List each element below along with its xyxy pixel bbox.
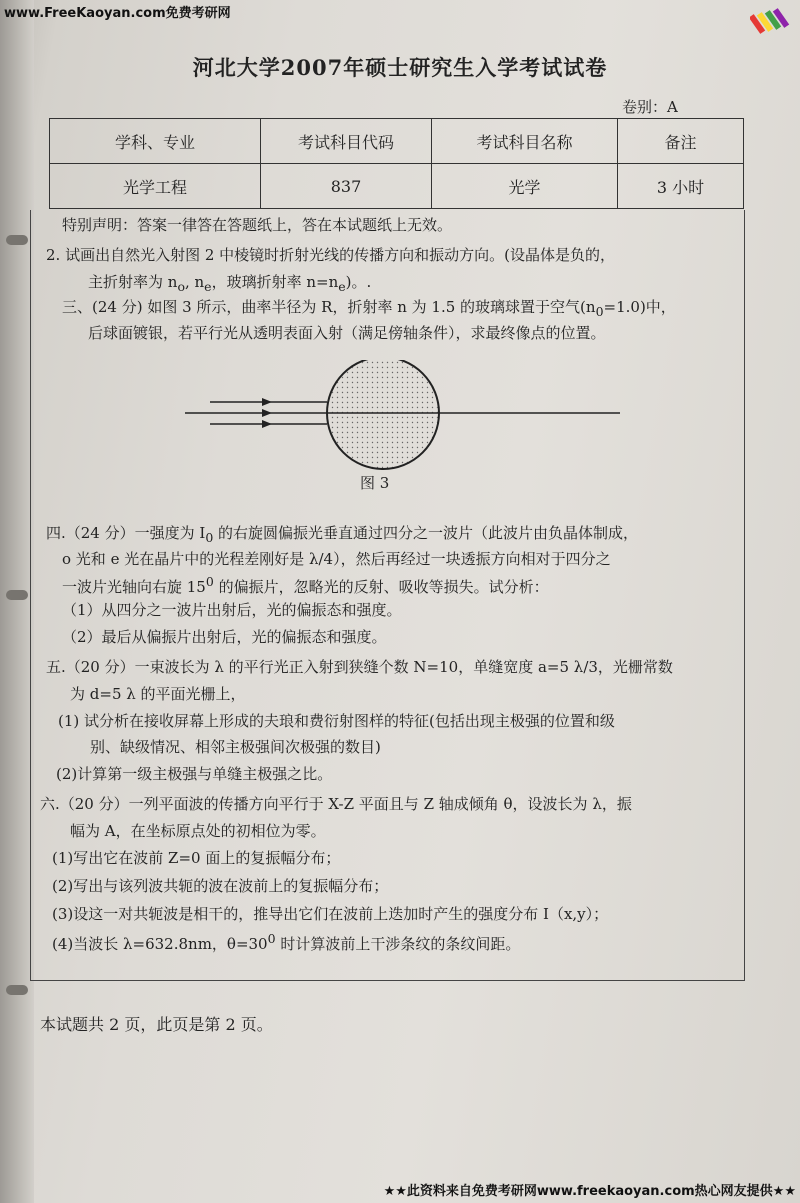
binding-hole [6, 590, 28, 600]
watermark-top: www.FreeKaoyan.com免费考研网 [4, 6, 231, 21]
table-row [50, 164, 744, 209]
question-3-line: 三、(24 分) 如图 3 所示，曲率半径为 R，折射率 n 为 1.5 的玻璃球置于空气$(n_0=1.0)$中， [62, 298, 676, 319]
brand-logo-icon [750, 4, 790, 36]
question-6-line: 幅为 A，在坐标原点处的初相位为零。 [70, 822, 326, 840]
question-6-line: (4)当波长 λ=632.8nm，$\theta=30^0$ 时计算波前上干涉条纹的条纹间距。 [52, 931, 521, 953]
binding-hole [6, 235, 28, 245]
special-notice: 特别声明：答案一律答在答题纸上，答在本试题纸上无效。 [62, 216, 453, 234]
question-3-line: 后球面镀银，若平行光从透明表面入射（满足傍轴条件），求最终像点的位置。 [88, 324, 606, 342]
table-header-row [50, 119, 744, 164]
table-cell: 3 小时 [618, 164, 744, 209]
question-2-line: 2. 试画出自然光入射图 2 中棱镜时折射光线的传播方向和振动方向。(设晶体是负的， [46, 246, 616, 264]
paper-version: 卷别：A [622, 98, 678, 116]
question-6-line: 六.（20 分）一列平面波的传播方向平行于 X-Z 平面且与 Z 轴成倾角 θ，设波长为 λ，振 [40, 795, 632, 813]
question-5-line: 为 d=5 λ 的平面光栅上， [70, 685, 246, 703]
arrow-icon [262, 409, 272, 417]
binding-edge [0, 0, 34, 1203]
question-5-line: 别、缺级情况、相邻主极强间次极强的数目) [90, 738, 381, 756]
arrow-icon [262, 398, 272, 406]
question-4-line: （2）最后从偏振片出射后，光的偏振态和强度。 [62, 628, 387, 646]
question-5-line: (1) 试分析在接收屏幕上形成的夫琅和费衍射图样的特征(包括出现主极强的位置和级 [58, 712, 615, 730]
table-header-cell: 备注 [618, 119, 744, 164]
table-cell: 837 [261, 164, 432, 209]
figure-caption: 图 3 [360, 474, 390, 492]
question-5-line: 五.（20 分）一束波长为 λ 的平行光正入射到狭缝个数 N=10，单缝宽度 a=5 λ/3，光栅常数 [46, 658, 673, 676]
binding-hole [6, 985, 28, 995]
question-6-line: (1)写出它在波前 Z=0 面上的复振幅分布； [52, 849, 341, 867]
exam-info-table [49, 118, 744, 209]
question-2-line: 主折射率为 $n_o$, $n_e$，玻璃折射率 $n=n_e$)。. [88, 273, 372, 294]
question-4-line: （1）从四分之一波片出射后，光的偏振态和强度。 [62, 601, 402, 619]
question-5-line: (2)计算第一级主极强与单缝主极强之比。 [56, 765, 333, 783]
exam-title: 河北大学2007年硕士研究生入学考试试卷 [192, 55, 608, 80]
table-cell: 光学 [432, 164, 618, 209]
figure-3-diagram [180, 360, 630, 490]
table-header-cell: 考试科目名称 [432, 119, 618, 164]
question-4-line: o 光和 e 光在晶片中的光程差刚好是 λ/4），然后再经过一块透振方向相对于四分之 [62, 550, 611, 568]
table-header-cell: 学科、专业 [50, 119, 261, 164]
arrow-icon [262, 420, 272, 428]
page-footer: 本试题共 2 页，此页是第 2 页。 [40, 1015, 273, 1034]
table-cell: 光学工程 [50, 164, 261, 209]
question-4-line: 四.（24 分）一强度为 $I_0$ 的右旋圆偏振光垂直通过四分之一波片（此波片由负晶体制成， [46, 524, 639, 545]
question-6-line: (3)设这一对共轭波是相干的，推导出它们在波前上迭加时产生的强度分布 I（x,y）； [52, 905, 609, 923]
watermark-bottom: ★★此资料来自免费考研网www.freekaoyan.com热心网友提供★★ [383, 1184, 796, 1199]
glass-sphere [327, 360, 439, 469]
question-6-line: (2)写出与该列波共轭的波在波前上的复振幅分布； [52, 877, 389, 895]
question-4-line: 一波片光轴向右旋 $15^0$ 的偏振片，忽略光的反射、吸收等损失。试分析： [62, 574, 549, 596]
table-header-cell: 考试科目代码 [261, 119, 432, 164]
